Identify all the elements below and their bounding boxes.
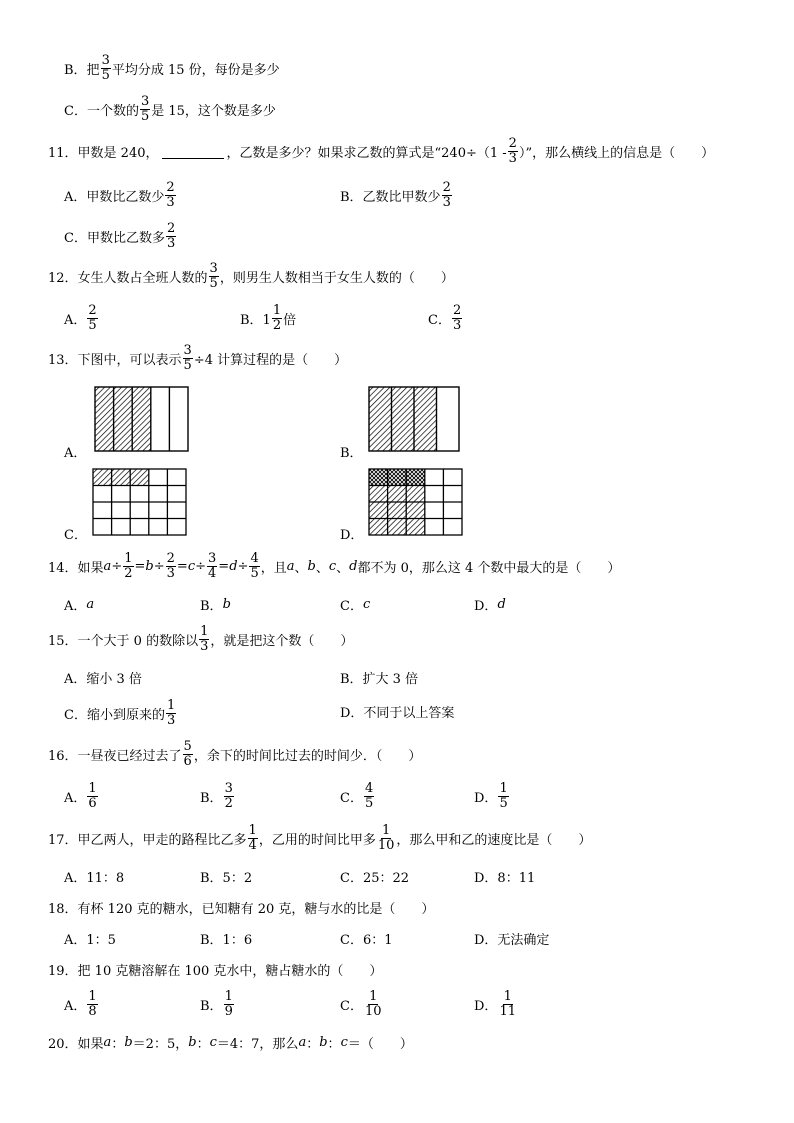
question-20: 20．如果 a ： b ＝ 2：5 ， b ： c ＝ 4：7 ，那么 a ： b ： c ＝ （ ） [48, 1034, 413, 1052]
fraction: $\frac{2}{3}$ [166, 220, 176, 251]
q16-option-d: D． $\frac{1}{5}$ [474, 780, 508, 811]
answer-blank [162, 144, 224, 159]
q16-option-c: C． $\frac{4}{5}$ [340, 780, 374, 811]
fraction: $\frac{3}{5}$ [101, 52, 110, 83]
figure-d [368, 468, 464, 536]
fraction: $\frac{2}{3}$ [508, 135, 517, 166]
fraction: $\frac{2}{3}$ [452, 302, 462, 333]
figure-b [368, 386, 464, 452]
q15-option-d: D．不同于以上答案 [340, 705, 455, 721]
question-16: 16．一昼夜已经过去了 $\frac{5}{6}$ ，余下的时间比过去的时间少．（ ） [48, 738, 422, 769]
q14-option-a: A． a [64, 596, 95, 614]
q13-option-c-label: C． [64, 527, 87, 543]
q14-option-d: D． d [474, 596, 506, 614]
q13-option-b-label: B． [340, 445, 363, 461]
fraction: $\frac{2}{3}$ [166, 550, 175, 581]
fraction: $\frac{3}{5}$ [183, 342, 192, 373]
q17-option-a: A．11：8 [64, 870, 125, 886]
fraction: $\frac{3}{5}$ [209, 260, 218, 291]
fraction: $\frac{2}{3}$ [166, 179, 175, 210]
fraction: $\frac{1}{3}$ [200, 623, 209, 654]
fraction: $\frac{1}{3}$ [166, 697, 176, 728]
q10-option-c: C．一个数的 $\frac{3}{5}$ 是 15，这个数是多少 [64, 93, 276, 124]
question-11: 11．甲数是 240， ，乙数是多少？如果求乙数的算式是“240÷（1 - $\frac{2}{3}$ ）”，那么横线上的信息是（ ） [48, 135, 715, 166]
question-18: 18．有杯 120 克的糖水，已知糖有 20 克，糖与水的比是（ ） [48, 901, 435, 917]
q17-option-c: C．25：22 [340, 870, 410, 886]
q13-option-d-label: D． [340, 527, 364, 543]
fraction: $\frac{1}{4}$ [248, 822, 257, 853]
fraction: $\frac{3}{2}$ [224, 780, 233, 811]
figure-a [94, 386, 190, 452]
question-15: 15．一个大于 0 的数除以 $\frac{1}{3}$ ，就是把这个数（ ） [48, 623, 354, 654]
q14-option-c: C． c [340, 596, 371, 614]
q19-option-b: B． $\frac{1}{9}$ [200, 988, 233, 1019]
q18-option-b: B．1：6 [200, 932, 253, 948]
fraction: $\frac{3}{5}$ [140, 93, 150, 124]
q13-option-a-label: A． [64, 445, 87, 461]
question-17: 17．甲乙两人，甲走的路程比乙多 $\frac{1}{4}$ ，乙用的时间比甲多 $\frac{1}{10}$ ，那么甲和乙的速度比是（ ） [48, 822, 592, 853]
fraction: $\frac{3}{4}$ [208, 550, 217, 581]
q17-option-d: D．8：11 [474, 870, 536, 886]
fraction: $\frac{1}{5}$ [499, 780, 508, 811]
q18-option-a: A．1：5 [64, 932, 116, 948]
q11-option-c: C．甲数比乙数多 $\frac{2}{3}$ [64, 220, 176, 251]
fraction: $\frac{4}{5}$ [250, 550, 259, 581]
q19-option-a: A． $\frac{1}{8}$ [64, 988, 97, 1019]
fraction: $\frac{1}{2}$ [272, 302, 282, 333]
fraction: $\frac{1}{11}$ [499, 988, 516, 1019]
q18-option-d: D．无法确定 [474, 932, 550, 948]
fraction: $\frac{1}{9}$ [224, 988, 233, 1019]
fraction: $\frac{2}{3}$ [442, 179, 451, 210]
question-13: 13．下图中，可以表示 $\frac{3}{5}$ ÷4 计算过程的是（ ） [48, 342, 348, 373]
fraction: $\frac{1}{6}$ [88, 780, 97, 811]
q12-option-a: A． $\frac{2}{5}$ [64, 302, 97, 333]
q15-option-c: C．缩小到原来的 $\frac{1}{3}$ [64, 697, 176, 728]
q19-option-d: D． $\frac{1}{11}$ [474, 988, 516, 1019]
fraction: $\frac{1}{10}$ [364, 988, 382, 1019]
q11-option-b: B．乙数比甲数少 $\frac{2}{3}$ [340, 179, 451, 210]
fraction: $\frac{1}{2}$ [124, 550, 133, 581]
q14-option-b: B． b [200, 596, 231, 614]
fraction: $\frac{1}{10}$ [377, 822, 395, 853]
fraction: $\frac{1}{8}$ [88, 988, 97, 1019]
q12-option-c: C． $\frac{2}{3}$ [428, 302, 462, 333]
q16-option-a: A． $\frac{1}{6}$ [64, 780, 97, 811]
q10-option-b: B．把 $\frac{3}{5}$ 平均分成 15 份，每份是多少 [64, 52, 280, 83]
fraction: $\frac{4}{5}$ [364, 780, 374, 811]
q17-option-b: B．5：2 [200, 870, 253, 886]
q18-option-c: C．6：1 [340, 932, 393, 948]
fraction: $\frac{2}{5}$ [88, 302, 97, 333]
question-12: 12．女生人数占全班人数的 $\frac{3}{5}$ ，则男生人数相当于女生人数的（ ） [48, 260, 454, 291]
q15-option-b: B．扩大 3 倍 [340, 671, 419, 687]
q11-option-a: A．甲数比乙数少 $\frac{2}{3}$ [64, 179, 175, 210]
question-14: 14．如果 a ÷ $\frac{1}{2}$ = b ÷ $\frac{2}{3}$ = c ÷ $\frac{3}{4}$ = d ÷ $\frac{4}{5}$ ，且 a 、 b 、 c 、 d 都不为 0，那么这 4 个数中最大的是（ ） [48, 550, 621, 581]
q15-option-a: A．缩小 3 倍 [64, 671, 142, 687]
question-19: 19．把 10 克糖溶解在 100 克水中，糖占糖水的（ ） [48, 963, 383, 979]
q16-option-b: B． $\frac{3}{2}$ [200, 780, 233, 811]
q19-option-c: C． $\frac{1}{10}$ [340, 988, 382, 1019]
figure-c [92, 468, 188, 536]
fraction: $\frac{5}{6}$ [183, 738, 192, 769]
q12-option-b: B．1 $\frac{1}{2}$ 倍 [240, 302, 297, 333]
